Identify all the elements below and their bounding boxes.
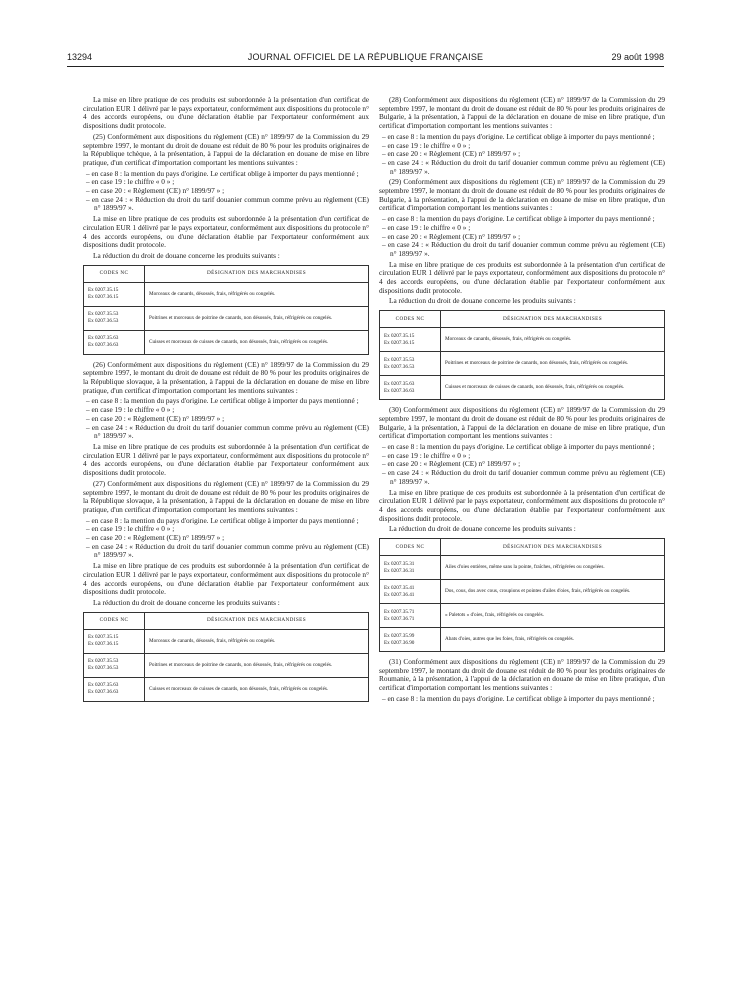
section-26-list: [83, 397, 369, 441]
table-header-row: [380, 539, 665, 556]
section-25-table: [83, 265, 369, 355]
table-row: [380, 628, 665, 652]
designation-header: DÉSIGNATION DES MARCHANDISES: [441, 539, 665, 556]
codes-header: CODES NC: [380, 311, 441, 328]
section-27-paragraph: (27) Conformément aux dispositions du règlement (CE) n° 1899/97 de la Commission du 29 septembre 1997, le montant du droit de douane est réduit de 80 % pour les produits originaires de la République slovaque, à la présentation, à l'appui de la déclaration en douane de mise en libre pratique, d'un certificat d'importation comportant les mentions suivantes :: [83, 478, 369, 514]
table-row: [380, 352, 665, 376]
codes-header: CODES NC: [380, 539, 441, 556]
goods-designation: Morceaux de canards, désossés, frais, réfrigérés ou congelés.: [145, 282, 369, 306]
section-28-list: [379, 133, 665, 177]
table-row: [84, 677, 369, 701]
section-30-reduction: La réduction du droit de douane concerne les produits suivants :: [389, 524, 576, 534]
nc-codes: Ex 0207.35.53 Ex 0207.36.53: [380, 352, 441, 376]
list-item: – en case 19 : le chiffre « 0 » ;: [83, 178, 369, 187]
list-item: – en case 19 : le chiffre « 0 » ;: [379, 452, 665, 461]
page-number: 13294: [67, 52, 93, 62]
section-29-paragraph: (29) Conformément aux dispositions du règlement (CE) n° 1899/97 de la Commission du 29 septembre 1997, le montant du droit de douane est réduit de 80 % pour les produits originaires de Bulgarie, à la présentation, à l'appui de la déclaration en douane de mise en libre pratique, d'un certificat d'importation comportant les mentions suivantes :: [379, 177, 665, 213]
table-header-row: [84, 612, 369, 629]
nc-codes: Ex 0207.35.53 Ex 0207.36.53: [84, 653, 145, 677]
list-item: – en case 8 : la mention du pays d'origine. Le certificat oblige à importer du pays mentionné ;: [83, 517, 369, 526]
list-item: – en case 24 : « Réduction du droit du tarif douanier commun comme prévu au règlement (CE) n° 1899/97 ».: [379, 159, 665, 176]
section-27-reduction: La réduction du droit de douane concerne les produits suivants :: [93, 597, 280, 607]
list-item: – en case 8 : la mention du pays d'origine. Le certificat oblige à importer du pays mentionné ;: [83, 170, 369, 179]
list-item: – en case 19 : le chiffre « 0 » ;: [379, 142, 665, 151]
table-row: [380, 580, 665, 604]
list-item: – en case 8 : la mention du pays d'origine. Le certificat oblige à importer du pays mentionné ;: [379, 133, 665, 142]
table-row: [380, 328, 665, 352]
designation-header: DÉSIGNATION DES MARCHANDISES: [145, 612, 369, 629]
section-27-list: [83, 517, 369, 561]
table-header-row: [380, 311, 665, 328]
section-25-after: La mise en libre pratique de ces produits est subordonnée à la présentation d'un certificat de circulation EUR 1 délivré par le pays exportateur, conformément aux dispositions du protocole n° 4 des accords européens, ou d'une déclaration établie par l'exportateur conformément aux dispositions dudit protocole.: [83, 214, 369, 250]
section-30-paragraph: (30) Conformément aux dispositions du règlement (CE) n° 1899/97 de la Commission du 29 septembre 1997, le montant du droit de douane est réduit de 80 % pour les produits originaires de Bulgarie, à la présentation, à l'appui de la déclaration en douane de mise en libre pratique, d'un certificat d'importation comportant les mentions suivantes :: [379, 405, 665, 441]
goods-designation: Morceaux de canards, désossés, frais, réfrigérés ou congelés.: [145, 629, 369, 653]
list-item: – en case 20 : « Règlement (CE) n° 1899/97 » ;: [83, 415, 369, 424]
list-item: – en case 19 : le chiffre « 0 » ;: [83, 406, 369, 415]
codes-header: CODES NC: [84, 612, 145, 629]
goods-designation: Poitrines et morceaux de poitrine de canards, non désossés, frais, réfrigérés ou congelés.: [441, 352, 665, 376]
section-30-after: La mise en libre pratique de ces produits est subordonnée à la présentation d'un certificat de circulation EUR 1 délivré par le pays exportateur, conformément aux dispositions du protocole n° 4 des accords européens, ou d'une déclaration établie par l'exportateur conformément aux dispositions dudit protocole.: [379, 487, 665, 523]
goods-designation: Poitrines et morceaux de poitrine de canards, non désossés, frais, réfrigérés ou congelés.: [145, 653, 369, 677]
list-item: – en case 20 : « Règlement (CE) n° 1899/97 » ;: [379, 233, 665, 242]
section-27-table: [83, 612, 369, 702]
section-25-reduction: La réduction du droit de douane concerne les produits suivants :: [93, 250, 280, 260]
nc-codes: Ex 0207.35.63 Ex 0207.36.63: [84, 677, 145, 701]
goods-designation: Cuisses et morceaux de cuisses de canards, non désossés, frais, réfrigérés ou congelés.: [441, 376, 665, 400]
goods-designation: Ailes d'oies entières, même sans la pointe, fraîches, réfrigérées ou congelées.: [441, 556, 665, 580]
list-item: – en case 8 : la mention du pays d'origine. Le certificat oblige à importer du pays mentionné ;: [379, 695, 665, 704]
header-rule: [67, 66, 664, 67]
table-row: [84, 330, 369, 354]
table-row: [380, 604, 665, 628]
nc-codes: Ex 0207.35.31 Ex 0207.36.31: [380, 556, 441, 580]
goods-designation: Cuisses et morceaux de cuisses de canards, non désossés, frais, réfrigérés ou congelés.: [145, 330, 369, 354]
table-header-row: [84, 265, 369, 282]
nc-codes: Ex 0207.35.99 Ex 0207.36.90: [380, 628, 441, 652]
publication-date: 29 août 1998: [611, 52, 664, 62]
list-item: – en case 19 : le chiffre « 0 » ;: [83, 525, 369, 534]
page-header: [67, 50, 664, 66]
table-row: [84, 306, 369, 330]
goods-designation: Morceaux de canards, désossés, frais, réfrigérés ou congelés.: [441, 328, 665, 352]
section-25-list: [83, 170, 369, 214]
nc-codes: Ex 0207.35.63 Ex 0207.36.63: [380, 376, 441, 400]
section-30-list: [379, 443, 665, 487]
list-item: – en case 8 : la mention du pays d'origine. Le certificat oblige à importer du pays mentionné ;: [379, 215, 665, 224]
goods-designation: Poitrines et morceaux de poitrine de canards, non désossés, frais, réfrigérés ou congelés.: [145, 306, 369, 330]
nc-codes: Ex 0207.35.15 Ex 0207.36.15: [380, 328, 441, 352]
list-item: – en case 20 : « Règlement (CE) n° 1899/97 » ;: [83, 187, 369, 196]
table-row: [84, 629, 369, 653]
nc-codes: Ex 0207.35.53 Ex 0207.36.53: [84, 306, 145, 330]
section-29-after: La mise en libre pratique de ces produits est subordonnée à la présentation d'un certificat de circulation EUR 1 délivré par le pays exportateur, conformément aux dispositions du protocole n° 4 des accords européens, ou d'une déclaration établie par l'exportateur conformément aux dispositions dudit protocole.: [379, 259, 665, 295]
goods-designation: Cuisses et morceaux de cuisses de canards, non désossés, frais, réfrigérés ou congelés.: [145, 677, 369, 701]
list-item: – en case 20 : « Règlement (CE) n° 1899/97 » ;: [379, 460, 665, 469]
table-row: [380, 556, 665, 580]
section-27-after: La mise en libre pratique de ces produits est subordonnée à la présentation d'un certificat de circulation EUR 1 délivré par le pays exportateur, conformément aux dispositions du protocole n° 4 des accords européens, ou d'une déclaration établie par l'exportateur conformément aux dispositions dudit protocole.: [83, 561, 369, 597]
nc-codes: Ex 0207.35.15 Ex 0207.36.15: [84, 282, 145, 306]
intro-paragraph: La mise en libre pratique de ces produits est subordonnée à la présentation d'un certificat de circulation EUR 1 délivré par le pays exportateur, conformément aux dispositions du protocole n° 4 des accords européens, ou d'une déclaration établie par l'exportateur conformément aux dispositions dudit protocole.: [83, 95, 369, 131]
table-row: [84, 282, 369, 306]
designation-header: DÉSIGNATION DES MARCHANDISES: [145, 265, 369, 282]
goods-designation: Dos, cous, dos avec cous, croupions et pointes d'ailes d'oies, frais, réfrigérés ou congelés.: [441, 580, 665, 604]
list-item: – en case 24 : « Réduction du droit du tarif douanier commun comme prévu au règlement (CE) n° 1899/97 ».: [379, 241, 665, 258]
nc-codes: Ex 0207.35.41 Ex 0207.36.41: [380, 580, 441, 604]
section-30-table: [379, 538, 665, 652]
goods-designation: Abats d'oies, autres que les foies, frais, réfrigérés ou congelés.: [441, 628, 665, 652]
nc-codes: Ex 0207.35.15 Ex 0207.36.15: [84, 629, 145, 653]
goods-designation: « Paletots » d'oies, frais, réfrigérés ou congelés.: [441, 604, 665, 628]
nc-codes: Ex 0207.35.71 Ex 0207.36.71: [380, 604, 441, 628]
section-31-paragraph: (31) Conformément aux dispositions du règlement (CE) n° 1899/97 de la Commission du 29 septembre 1997, le montant du droit de douane est réduit de 80 % pour les produits originaires de Roumanie, à la présentation, à l'appui de la déclaration en douane de mise en libre pratique, d'un certificat d'importation comportant les mentions suivantes :: [379, 657, 665, 693]
journal-title: JOURNAL OFFICIEL DE LA RÉPUBLIQUE FRANÇAISE: [247, 52, 484, 62]
section-31-list: [379, 695, 665, 704]
section-28-paragraph: (28) Conformément aux dispositions du règlement (CE) n° 1899/97 de la Commission du 29 septembre 1997, le montant du droit de douane est réduit de 80 % pour les produits originaires de Bulgarie, à la présentation, à l'appui de la déclaration en douane de mise en libre pratique, d'un certificat d'importation comportant les mentions suivantes :: [379, 95, 665, 131]
section-29-reduction: La réduction du droit de douane concerne les produits suivants :: [389, 296, 576, 306]
right-column: [379, 96, 665, 706]
codes-header: CODES NC: [84, 265, 145, 282]
list-item: – en case 19 : le chiffre « 0 » ;: [379, 224, 665, 233]
list-item: – en case 20 : « Règlement (CE) n° 1899/97 » ;: [379, 150, 665, 159]
table-row: [84, 653, 369, 677]
designation-header: DÉSIGNATION DES MARCHANDISES: [441, 311, 665, 328]
section-26-after: La mise en libre pratique de ces produits est subordonnée à la présentation d'un certificat de circulation EUR 1 délivré par le pays exportateur, conformément aux dispositions du protocole n° 4 des accords européens, ou d'une déclaration établie par l'exportateur conformément aux dispositions dudit protocole.: [83, 441, 369, 478]
list-item: – en case 20 : « Règlement (CE) n° 1899/97 » ;: [83, 534, 369, 543]
table-row: [380, 376, 665, 400]
section-26-paragraph: (26) Conformément aux dispositions du règlement (CE) n° 1899/97 de la Commission du 29 septembre 1997, le montant du droit de douane est réduit de 80 % pour les produits originaires de la République slovaque, à la présentation, à l'appui de la déclaration en douane de mise en libre pratique, d'un certificat d'importation comportant les mentions suivantes :: [83, 359, 369, 395]
list-item: – en case 24 : « Réduction du droit du tarif douanier commun comme prévu au règlement (CE) n° 1899/97 ».: [379, 469, 665, 486]
list-item: – en case 24 : « Réduction du droit du tarif douanier commun comme prévu au règlement (CE) n° 1899/97 ».: [83, 196, 369, 213]
list-item: – en case 8 : la mention du pays d'origine. Le certificat oblige à importer du pays mentionné ;: [83, 397, 369, 406]
list-item: – en case 24 : « Réduction du droit du tarif douanier commun comme prévu au règlement (CE) n° 1899/97 ».: [83, 543, 369, 560]
section-29-list: [379, 215, 665, 259]
left-column: [83, 96, 369, 708]
section-29-table: [379, 310, 665, 400]
list-item: – en case 8 : la mention du pays d'origine. Le certificat oblige à importer du pays mentionné ;: [379, 443, 665, 452]
nc-codes: Ex 0207.35.63 Ex 0207.36.63: [84, 330, 145, 354]
list-item: – en case 24 : « Réduction du droit du tarif douanier commun comme prévu au règlement (CE) n° 1899/97 ».: [83, 424, 369, 441]
section-25-paragraph: (25) Conformément aux dispositions du règlement (CE) n° 1899/97 de la Commission du 29 septembre 1997, le montant du droit de douane est réduit de 80 % pour les produits originaires de la République tchèque, à la présentation, à l'appui de la déclaration en douane de mise en libre pratique, d'un certificat d'importation comportant les mentions suivantes :: [83, 131, 369, 167]
